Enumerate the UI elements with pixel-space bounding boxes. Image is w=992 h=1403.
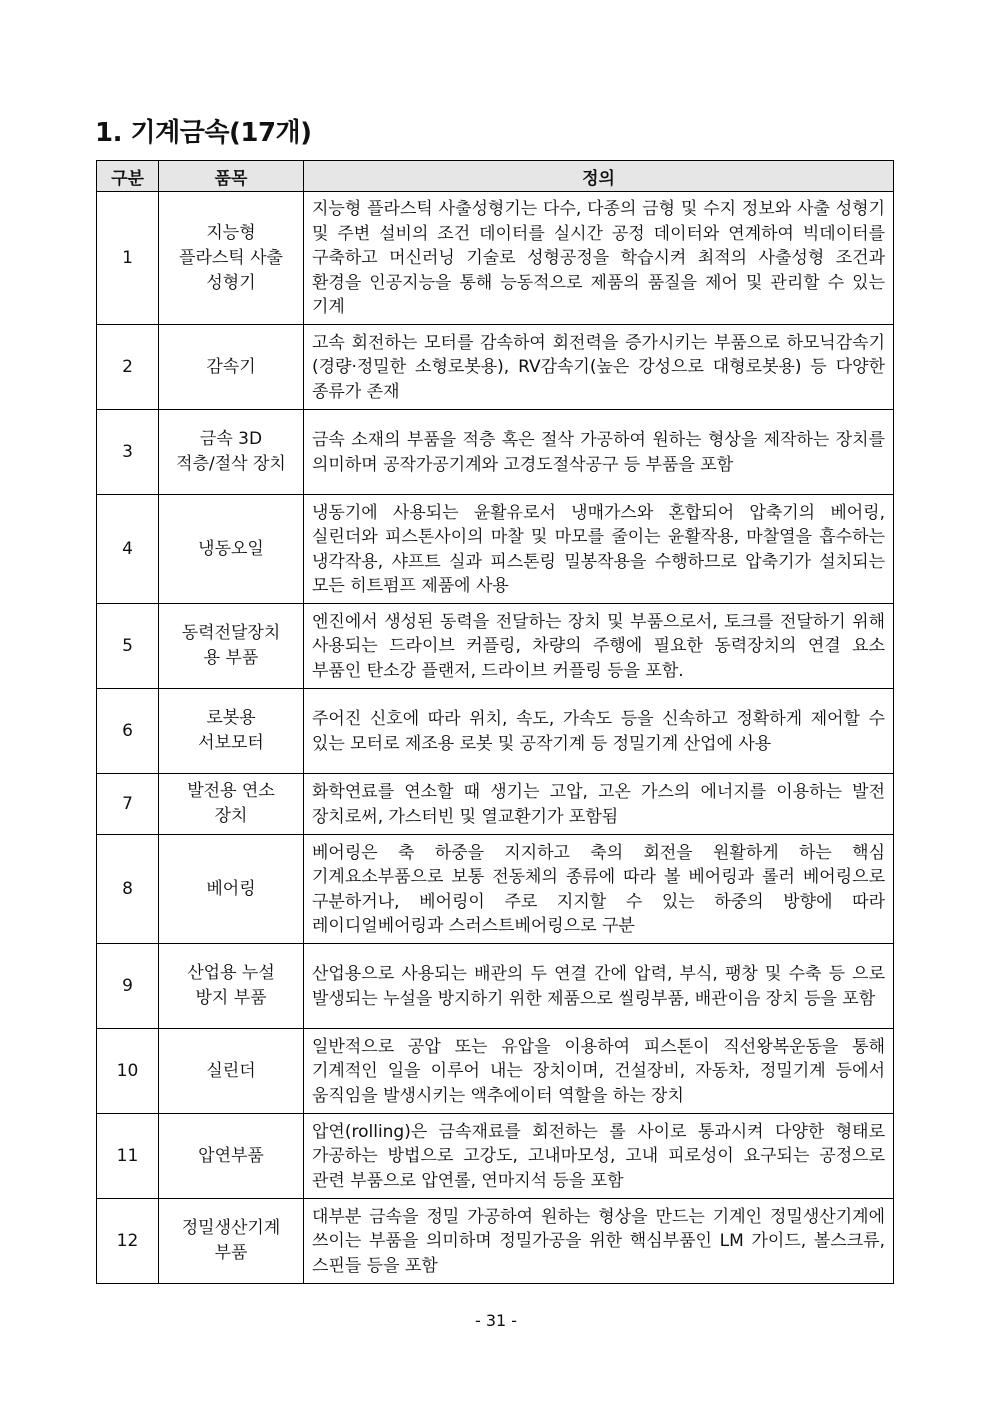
item-name: 산업용 누설 방지 부품	[159, 944, 304, 1029]
row-number: 11	[97, 1114, 159, 1199]
table-row	[97, 689, 894, 774]
table-row	[97, 604, 894, 689]
table-row	[97, 1199, 894, 1284]
table-row	[97, 944, 894, 1029]
row-number: 5	[97, 604, 159, 689]
table-row	[97, 192, 894, 325]
row-number: 3	[97, 410, 159, 495]
item-definition: 압연(rolling)은 금속재료를 회전하는 롤 사이로 통과시켜 다양한 형태로 가공하는 방법으로 고강도, 고내마모성, 고내 피로성이 요구되는 공정으로 관련 부품으로 압연롤, 연마지석 등을 포함	[304, 1114, 894, 1199]
items-table	[96, 160, 894, 1284]
row-number: 2	[97, 325, 159, 410]
item-definition: 고속 회전하는 모터를 감속하여 회전력을 증가시키는 부품으로 하모닉감속기(경량·정밀한 소형로봇용), RV감속기(높은 강성으로 대형로봇용) 등 다양한 종류가 존재	[304, 325, 894, 410]
item-name: 금속 3D 적층/절삭 장치	[159, 410, 304, 495]
row-number: 1	[97, 192, 159, 325]
item-name: 로봇용 서보모터	[159, 689, 304, 774]
table-row	[97, 325, 894, 410]
row-number: 6	[97, 689, 159, 774]
row-number: 7	[97, 774, 159, 835]
item-definition: 산업용으로 사용되는 배관의 두 연결 간에 압력, 부식, 팽창 및 수축 등 으로 발생되는 누설을 방지하기 위한 제품으로 씰링부품, 배관이음 장치 등을 포함	[304, 944, 894, 1029]
row-number: 4	[97, 495, 159, 604]
page-number: - 31 -	[474, 1311, 518, 1330]
item-name: 발전용 연소 장치	[159, 774, 304, 835]
item-name: 동력전달장치 용 부품	[159, 604, 304, 689]
item-name: 냉동오일	[159, 495, 304, 604]
table-row	[97, 774, 894, 835]
table-row	[97, 1029, 894, 1114]
item-definition: 금속 소재의 부품을 적층 혹은 절삭 가공하여 원하는 형상을 제작하는 장치를 의미하며 공작가공기계와 고경도절삭공구 등 부품을 포함	[304, 410, 894, 495]
item-name: 감속기	[159, 325, 304, 410]
item-definition: 엔진에서 생성된 동력을 전달하는 장치 및 부품으로서, 토크를 전달하기 위해 사용되는 드라이브 커플링, 차량의 주행에 필요한 동력장치의 연결 요소 부품인 탄소강 플랜저, 드라이브 커플링 등을 포함.	[304, 604, 894, 689]
row-number: 8	[97, 835, 159, 944]
item-name: 실린더	[159, 1029, 304, 1114]
table-row	[97, 410, 894, 495]
item-definition: 베어링은 축 하중을 지지하고 축의 회전을 원활하게 하는 핵심 기계요소부품으로 보통 전동체의 종류에 따라 볼 베어링과 롤러 베어링으로 구분하거나, 베어링이 주로 지지할 수 있는 하중의 방향에 따라 레이디얼베어링과 스러스트베어링으로 구분	[304, 835, 894, 944]
item-name: 정밀생산기계 부품	[159, 1199, 304, 1284]
table-row	[97, 495, 894, 604]
item-definition: 대부분 금속을 정밀 가공하여 원하는 형상을 만드는 기계인 정밀생산기계에 쓰이는 부품을 의미하며 정밀가공을 위한 핵심부품인 LM 가이드, 볼스크류, 스핀들 등을 포함	[304, 1199, 894, 1284]
item-definition: 화학연료를 연소할 때 생기는 고압, 고온 가스의 에너지를 이용하는 발전 장치로써, 가스터빈 및 열교환기가 포함됨	[304, 774, 894, 835]
item-name: 지능형 플라스틱 사출 성형기	[159, 192, 304, 325]
row-number: 12	[97, 1199, 159, 1284]
item-definition: 주어진 신호에 따라 위치, 속도, 가속도 등을 신속하고 정확하게 제어할 수 있는 모터로 제조용 로봇 및 공작기계 등 정밀기계 산업에 사용	[304, 689, 894, 774]
header-definition: 정의	[304, 161, 894, 192]
row-number: 9	[97, 944, 159, 1029]
row-number: 10	[97, 1029, 159, 1114]
item-definition: 일반적으로 공압 또는 유압을 이용하여 피스톤이 직선왕복운동을 통해 기계적인 일을 이루어 내는 장치이며, 건설장비, 자동차, 정밀기계 등에서 움직임을 발생시키는 액추에이터 역할을 하는 장치	[304, 1029, 894, 1114]
item-name: 베어링	[159, 835, 304, 944]
item-definition: 냉동기에 사용되는 윤활유로서 냉매가스와 혼합되어 압축기의 베어링, 실린더와 피스톤사이의 마찰 및 마모를 줄이는 윤활작용, 마찰열을 흡수하는 냉각작용, 샤프트 실과 피스톤링 밀봉작용을 수행하므로 압축기가 설치되는 모든 히트펌프 제품에 사용	[304, 495, 894, 604]
table-header-row	[97, 161, 894, 192]
table-row	[97, 835, 894, 944]
section-title: 1. 기계금속(17개)	[95, 118, 312, 148]
item-definition: 지능형 플라스틱 사출성형기는 다수, 다종의 금형 및 수지 정보와 사출 성형기 및 주변 설비의 조건 데이터를 실시간 공정 데이터와 연계하여 빅데이터를 구축하고 머신러닝 기술로 성형공정을 학습시켜 최적의 사출성형 조건과 환경을 인공지능을 통해 능동적으로 제품의 품질을 제어 및 관리할 수 있는 기계	[304, 192, 894, 325]
table-row	[97, 1114, 894, 1199]
header-category: 구분	[97, 161, 159, 192]
header-item: 품목	[159, 161, 304, 192]
item-name: 압연부품	[159, 1114, 304, 1199]
